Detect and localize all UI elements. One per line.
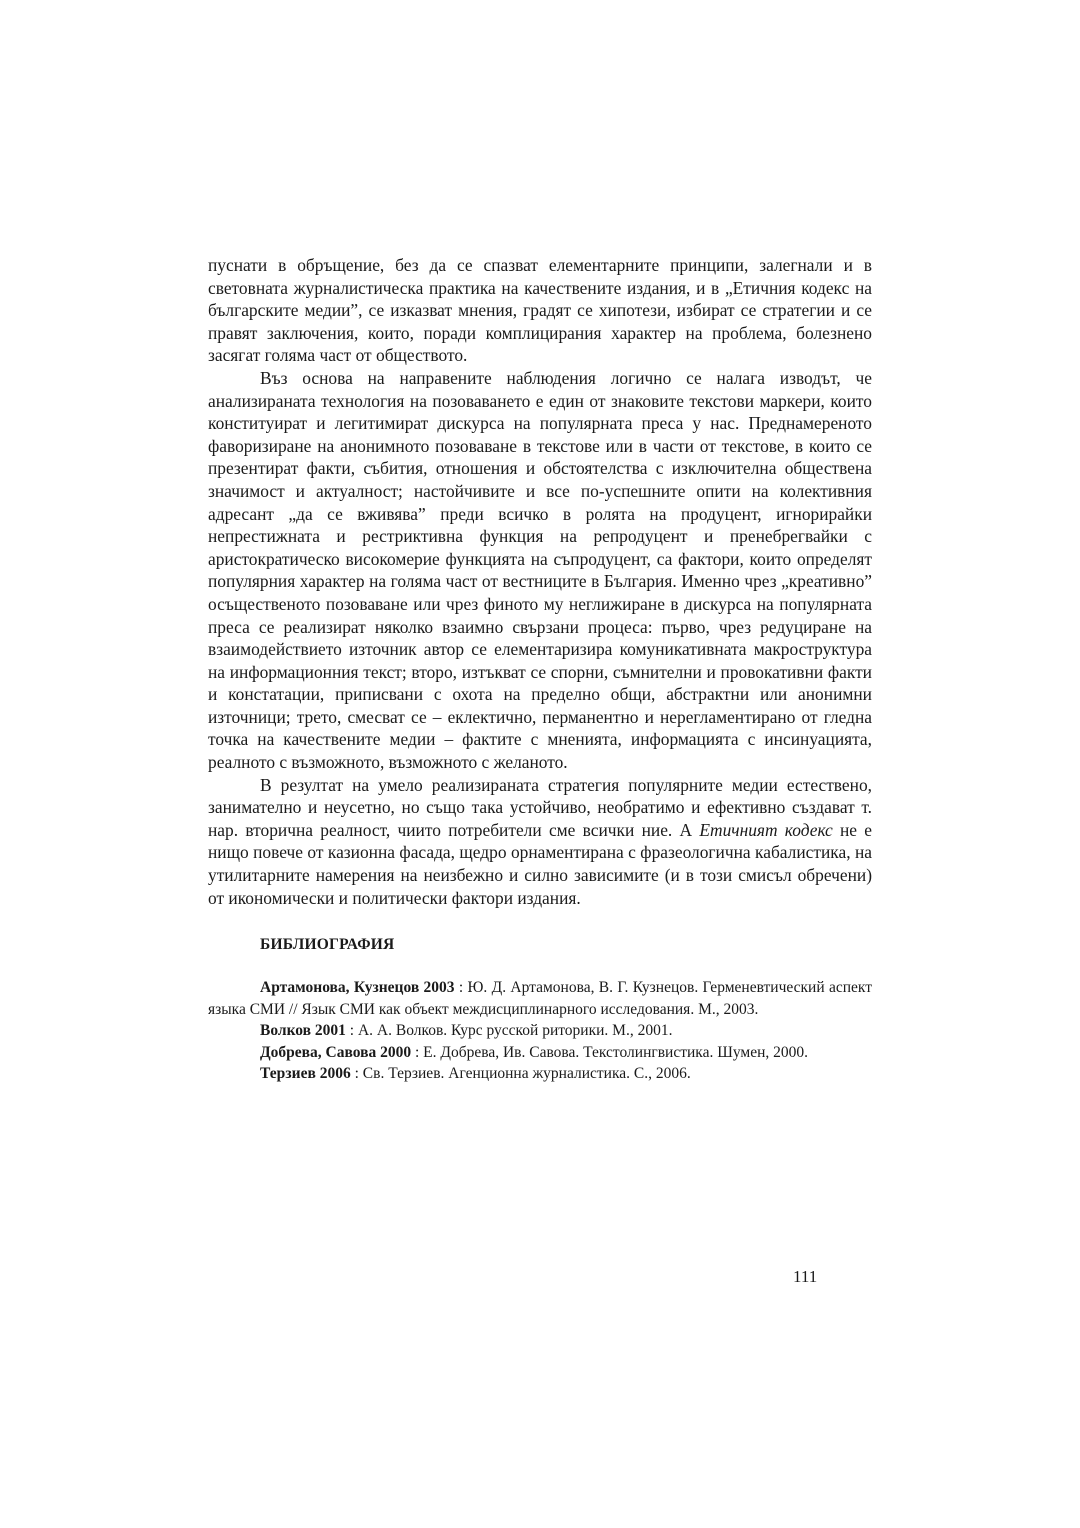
bibliography-entry — [208, 977, 872, 1020]
bibliography-list — [208, 977, 872, 1085]
bibliography-reference: : Е. Добрева, Ив. Савова. Текстолингвистика. Шумен, 2000. — [411, 1043, 809, 1061]
paragraph-1: пуснати в обръщение, без да се спазват елементарните принципи, залегнали и в световната журналистическа практика на качествените издания, и в „Етичния кодекс на българските медии”, се изказват мнения, градят се хипотези, избират се стратегии и се правят заключения, които, поради комплицирания характер на проблема, болезнено засягат голяма част от обществото. — [208, 255, 872, 366]
bibliography-reference: : Св. Терзиев. Агенционна журналистика. С., 2006. — [350, 1065, 691, 1082]
paragraph-2: Въз основа на направените наблюдения логично се налага изводът, че анализираната технология на позоваването е един от знаковите текстови маркери, които конституират и легитимират дискурса на популярната преса у нас. Преднамереното фаворизиране на анонимното позоваване в текстове или в части от текстове, в които се презентират факти, събития, отношения и обстоятелства с изключителна обществена значимост и актуалност; настойчивите и все по-успешните опити на колективния адресант „да се вживява” преди всичко в ролята на продуцент, игнорирайки непрестижната и рестриктивна функция на репродуцент и пренебрегвайки с аристократическо високомерие функцията на съпродуцент, са фактори, които определят популярния характер на голяма част от вестниците в България. Именно чрез „креативно” осъщественото позоваване или чрез финото му неглижиране в дискурса на популярната преса се реализират няколко взаимно свързани процеса: първо, чрез редуциране на взаимодействието източник автор се елементаризира комуникативната макроструктура на информационния текст; второ, изтъкват се спорни, съмнителни и провокативни факти и констатации, приписвани с охота на пределно общи, абстрактни или анонимни източници; трето, смесват се – еклектично, перманентно и нерегламентирано от гледна точка на качествените медии – фактите с мненията, информацията с инсинуацията, реалното с възможното, възможното с желаното. — [208, 367, 872, 773]
paragraph-3-text-after: не е нищо повече от казионна фасада, щедро орнаментирана с фразеологична кабалистика, на утилитарните намерения на неизбежно и силно зависимите (и в този смисъл обречени) от икономически и политически фактори издания. — [208, 819, 872, 908]
bibliography-author: Терзиев 2006 — [260, 1065, 351, 1082]
bibliography-heading: БИБЛИОГРАФИЯ — [260, 936, 395, 953]
bibliography-entry — [208, 1020, 872, 1042]
bibliography-author: Добрева, Савова 2000 — [260, 1043, 412, 1061]
paragraph-3-text-before: В резултат на умело реализираната стратегия популярните медии естествено, занимателно и неусетно, но също така устойчиво, необратимо и ефективно създават т. нар. вторична реалност, чиито потребители сме всички ние. А — [208, 774, 872, 840]
bibliography-author: Волков 2001 — [260, 1022, 346, 1039]
bibliography-entry — [208, 1063, 872, 1085]
ethical-code-italic: Етичният кодекс — [699, 819, 833, 840]
bibliography-entry — [208, 1042, 872, 1064]
bibliography-reference: : Ю. Д. Артамонова, В. Г. Кузнецов. Герменевтический аспект языка СМИ // Язык СМИ как объект междисциплинарного исследования. М., 2003. — [208, 979, 872, 1018]
paragraph-3 — [208, 774, 872, 910]
page-number: 111 — [793, 1267, 818, 1286]
bibliography-author: Артамонова, Кузнецов 2003 — [260, 979, 455, 996]
bibliography-reference: : А. А. Волков. Курс русской риторики. М., 2001. — [345, 1022, 673, 1039]
main-text — [208, 254, 872, 909]
